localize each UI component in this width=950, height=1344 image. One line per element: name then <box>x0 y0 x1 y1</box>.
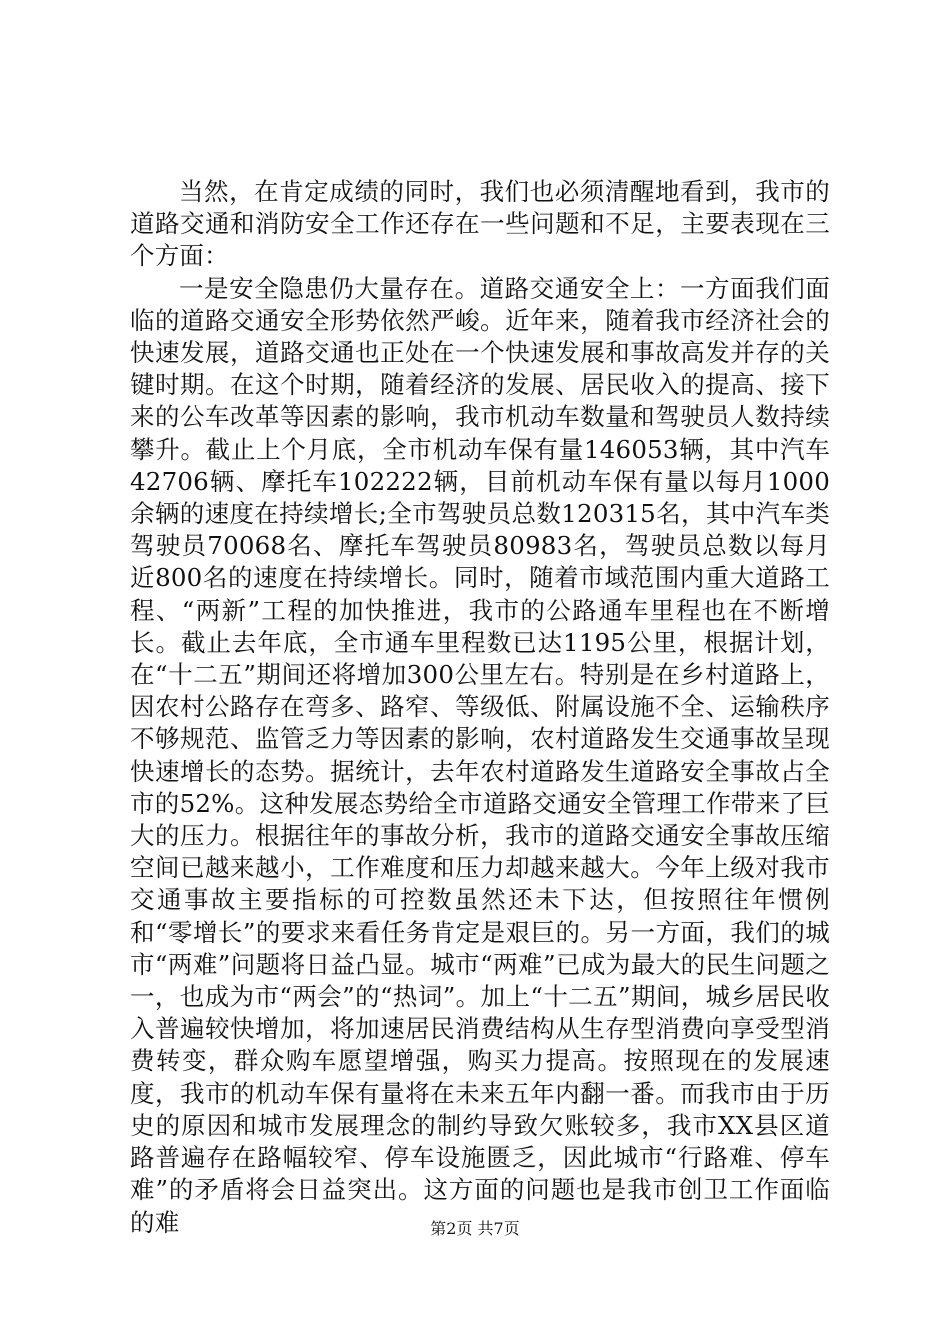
document-body <box>130 176 830 1239</box>
paragraph-intro: 当然，在肯定成绩的同时，我们也必须清醒地看到，我市的道路交通和消防安全工作还存在一些问题和不足，主要表现在三个方面： <box>130 177 830 271</box>
page-number-footer: 第2页 共7页 <box>430 1219 520 1238</box>
paragraph-safety-hazards: 一是安全隐患仍大量存在。道路交通安全上：一方面我们面临的道路交通安全形势依然严峻。近年来，随着我市经济社会的快速发展，道路交通也正处在一个快速发展和事故高发并存的关键时期。在这个时期，随着经济的发展、居民收入的提高、接下来的公车改革等因素的影响，我市机动车数量和驾驶员人数持续攀升。截止上个月底，全市机动车保有量146053辆，其中汽车42706辆、摩托车102222辆，目前机动车保有量以每月1000余辆的速度在持续增长;全市驾驶员总数120315名，其中汽车类驾驶员70068名、摩托车驾驶员80983名，驾驶员总数以每月近800名的速度在持续增长。同时，随着市域范围内重大道路工程、“两新”工程的加快推进，我市的公路通车里程也在不断增长。截止去年底，全市通车里程数已达1195公里，根据计划，在“十二五”期间还将增加300公里左右。特别是在乡村道路上，因农村公路存在弯多、路窄、等级低、附属设施不全、运输秩序不够规范、监管乏力等因素的影响，农村道路发生交通事故呈现快速增长的态势。据统计，去年农村道路发生道路安全事故占全市的52%。这种发展态势给全市道路交通安全管理工作带来了巨大的压力。根据往年的事故分析，我市的道路交通安全事故压缩空间已越来越小，工作难度和压力却越来越大。今年上级对我市交通事故主要指标的可控数虽然还未下达，但按照往年惯例和“零增长”的要求来看任务肯定是艰巨的。另一方面，我们的城市“两难”问题将日益凸显。城市“两难”已成为最大的民生问题之一，也成为市“两会”的“热词”。加上“十二五”期间，城乡居民收入普遍较快增加，将加速居民消费结构从生存型消费向享受型消费转变，群众购车愿望增强，购买力提高。按照现在的发展速度，我市的机动车保有量将在未来五年内翻一番。而我市由于历史的原因和城市发展理念的制约导致欠账较多，我市XX县区道路普遍存在路幅较窄、停车设施匮乏，因此城市“行路难、停车难”的矛盾将会日益突出。这方面的问题也是我市创卫工作面临的难 <box>130 273 830 1237</box>
